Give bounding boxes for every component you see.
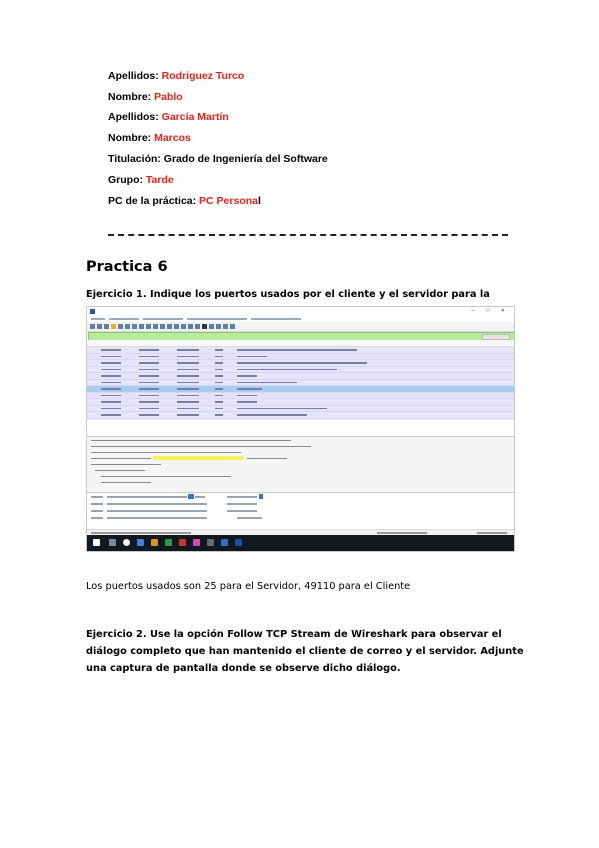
info-row-nombre-2 <box>108 132 191 144</box>
section-title: Practica 6 <box>86 259 168 275</box>
answer-1-text: Los puertos usados son 25 para el Servidor, 49110 para el Cliente <box>86 581 411 592</box>
hex-dump-pane <box>87 493 514 529</box>
info-row-apellidos-2 <box>108 111 229 123</box>
toolbar <box>87 322 514 332</box>
windows-start-icon[interactable] <box>93 539 100 546</box>
info-label: Nombre: <box>108 132 155 144</box>
packet-list-header <box>87 340 514 347</box>
info-value: PC Persona <box>199 195 258 207</box>
info-row-grupo <box>108 174 174 186</box>
info-value: Marcos <box>154 132 191 144</box>
ejercicio-1-text: Ejercicio 1. Indique los puertos usados por el cliente y el servidor para la <box>86 289 490 300</box>
info-value: García Martín <box>161 111 229 123</box>
taskbar-app-icon[interactable] <box>179 539 186 546</box>
info-label: Titulación: Grado de Ingeniería del Software <box>108 153 328 165</box>
wireshark-logo-icon <box>90 309 95 314</box>
taskbar-app-icon[interactable] <box>109 539 116 546</box>
windows-taskbar <box>87 535 514 551</box>
taskbar-app-icon[interactable] <box>123 539 130 546</box>
window-controls: ─ □ ✕ <box>471 308 510 314</box>
info-value: Pablo <box>154 91 183 103</box>
info-value: Rodriguez Turco <box>161 70 245 82</box>
packet-details <box>87 436 514 493</box>
info-label: Nombre: <box>108 91 155 103</box>
packet-list <box>87 347 514 420</box>
info-row-pc <box>108 195 261 207</box>
info-row-nombre-1 <box>108 91 183 103</box>
info-row-apellidos-1 <box>108 70 244 82</box>
info-tail: l <box>258 195 261 207</box>
info-label: Apellidos: <box>108 111 162 123</box>
taskbar-app-icon[interactable] <box>235 539 242 546</box>
empty-area <box>87 420 514 436</box>
taskbar-app-icon[interactable] <box>193 539 200 546</box>
ejercicio-2-text: Ejercicio 2. Use la opción Follow TCP Stream de Wireshark para observar el diálogo completo que han mantenido el cliente de correo y el servidor. Adjunte una captura de pantalla donde se observe dicho diálogo. <box>86 629 524 674</box>
taskbar-app-icon[interactable] <box>207 539 214 546</box>
info-value: Tarde <box>145 174 174 186</box>
dashed-divider <box>108 234 508 238</box>
taskbar-app-icon[interactable] <box>221 539 228 546</box>
taskbar-app-icon[interactable] <box>151 539 158 546</box>
info-label: PC de la práctica: <box>108 195 200 207</box>
taskbar-app-icon[interactable] <box>165 539 172 546</box>
taskbar-app-icon[interactable] <box>137 539 144 546</box>
info-label: Apellidos: <box>108 70 162 82</box>
info-label: Grupo: <box>108 174 146 186</box>
window-titlebar <box>87 307 514 316</box>
wireshark-screenshot <box>86 306 515 552</box>
info-row-titulacion <box>108 153 328 165</box>
